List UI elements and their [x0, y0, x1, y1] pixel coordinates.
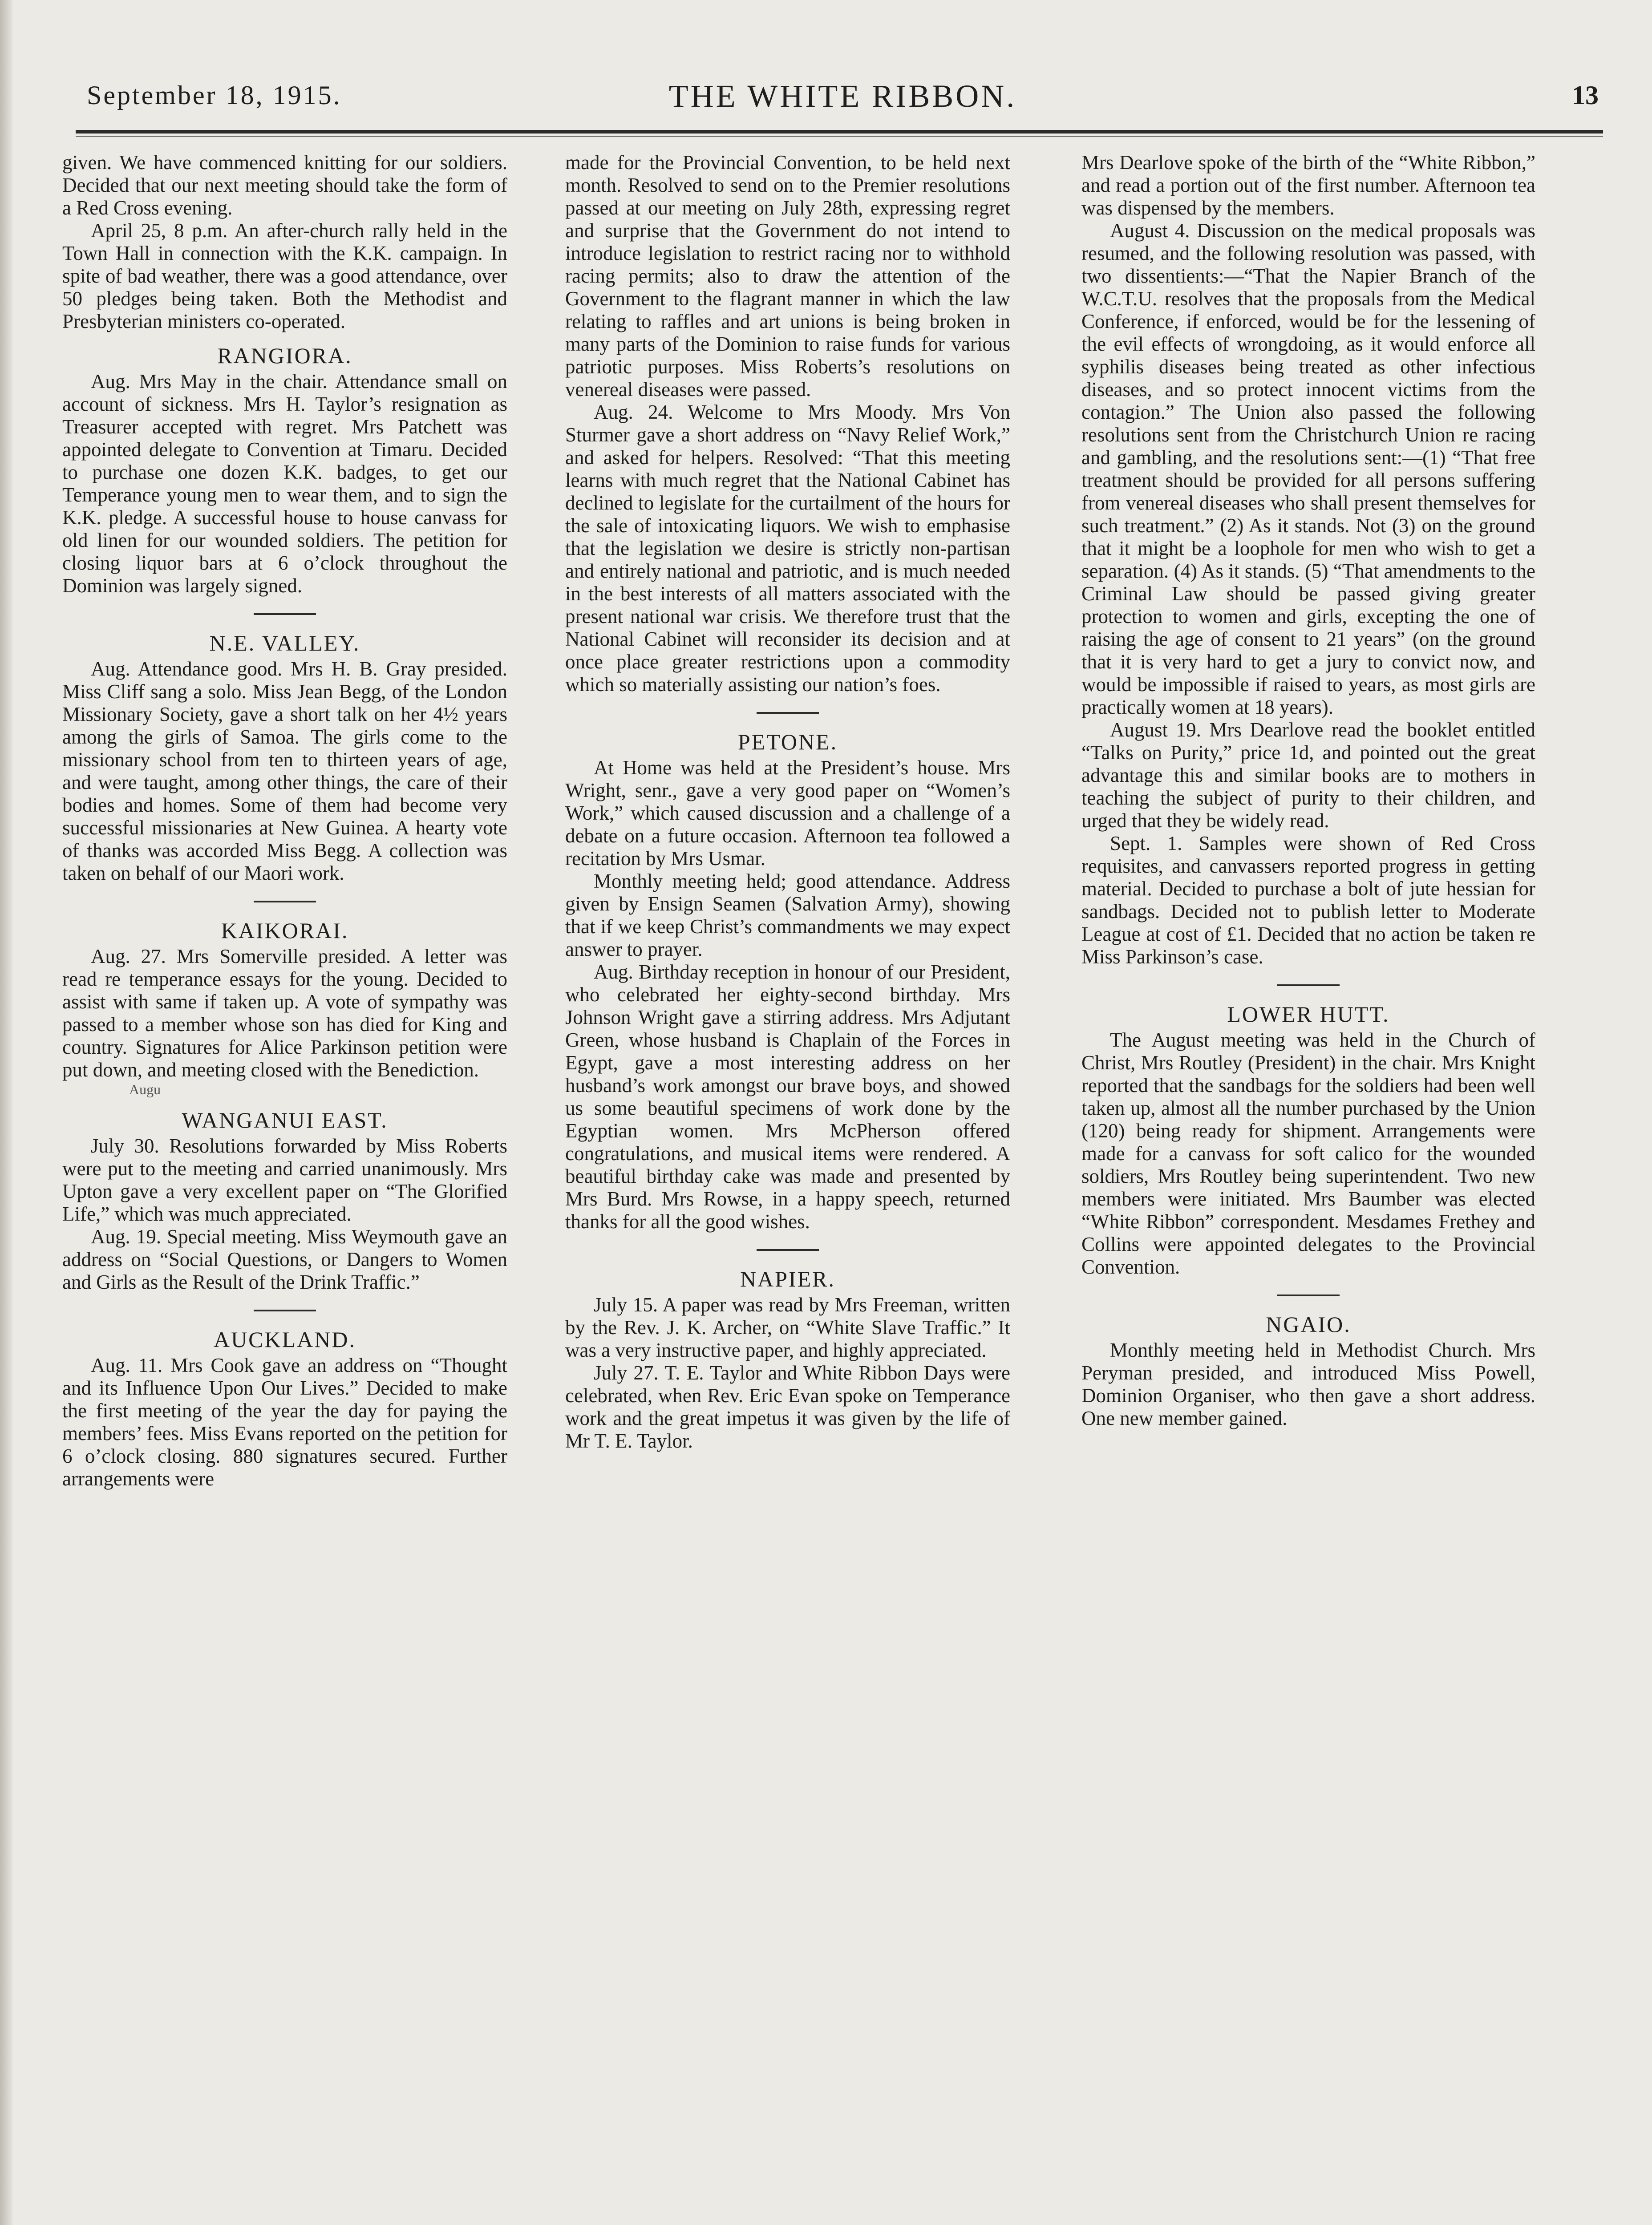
report-paragraph: Aug. 11. Mrs Cook gave an address on “Thought and its Influence Upon Our Lives.” Decided to make the first meeting of the year the day for paying the members’ fees. Miss Evans reported on the petition for 6 o’clock closing. 880 signatures secured. Further arrangements were [62, 1354, 507, 1490]
report-paragraph: Sept. 1. Samples were shown of Red Cross requisites, and canvassers reported progress in getting material. Decided to purchase a bolt of jute hessian for sandbags. Decided not to publish letter to Moderate League at cost of £1. Decided that no action be taken re Miss Parkinson’s case. [1081, 832, 1535, 968]
report-paragraph: April 25, 8 p.m. An after-church rally held in the Town Hall in connection with the K.K. campaign. In spite of bad weather, there was a good attendance, over 50 pledges being taken. Both the Methodist and Presbyterian ministers co-operated. [62, 219, 507, 332]
header-rule [76, 130, 1603, 134]
page-header [87, 76, 1599, 125]
report-paragraph: Monthly meeting held in Methodist Church. Mrs Peryman presided, and introduced Miss Powell, Dominion Organiser, who then gave a short address. One new member gained. [1081, 1339, 1535, 1429]
section-heading: PETONE. [737, 729, 838, 754]
report-paragraph: Mrs Dearlove spoke of the birth of the “White Ribbon,” and read a portion out of the first number. Afternoon tea was dispensed by the members. [1081, 151, 1535, 219]
page-number: 13 [1572, 81, 1599, 110]
report-paragraph: Aug. Birthday reception in honour of our President, who celebrated her eighty-second birthday. Mrs Johnson Wright gave a stirring address. Mrs Adjutant Green, whose husband is Chaplain of the Forces in Egypt, gave a most interesting address on her husband’s work amongst our brave boys, and showed us some beautiful specimens of work done by the Egyptian women. Mrs McPherson offered congratulations, and musical items were rendered. A beautiful birthday cake was made and presented by Mrs Burd. Mrs Rowse, in a happy speech, returned thanks for all the good wishes. [565, 961, 1010, 1233]
section-divider [254, 901, 316, 902]
report-paragraph: Aug. 27. Mrs Somerville presided. A letter was read re temperance essays for the young. Decided to assist with same if taken up. A vote of sympathy was passed to a member whose son has died for King and country. Signatures for Alice Parkinson petition were put down, and meeting closed with the Benediction. [62, 945, 507, 1081]
report-paragraph: Aug. Mrs May in the chair. Attendance small on account of sickness. Mrs H. Taylor’s resignation as Treasurer accepted with regret. Mrs Patchett was appointed delegate to Convention at Timaru. Decided to purchase one dozen K.K. badges, to get our Temperance young men to wear them, and to sign the K.K. pledge. A successful house to house canvass for old linen for our wounded soldiers. The petition for closing liquor bars at 6 o’clock throughout the Dominion was largely signed. [62, 370, 507, 597]
column-1 [62, 151, 507, 2225]
masthead-title: THE WHITE RIBBON. [668, 78, 1017, 114]
report-paragraph: Monthly meeting held; good attendance. Address given by Ensign Seamen (Salvation Army), showing that if we keep Christ’s commandments we may expect answer to prayer. [565, 870, 1010, 960]
section-heading: KAIKORAI. [221, 918, 349, 943]
section-divider [757, 712, 819, 714]
section-divider [1277, 984, 1340, 986]
section-heading: NGAIO. [1266, 1312, 1351, 1337]
stray-print-mark: Augu [129, 1081, 161, 1097]
section-heading: LOWER HUTT. [1227, 1002, 1390, 1027]
report-paragraph: Aug. 24. Welcome to Mrs Moody. Mrs Von Sturmer gave a short address on “Navy Relief Work,” and asked for helpers. Resolved: “That this meeting learns with much regret that the National Cabinet has declined to legislate for the curtailment of the hours for the sale of intoxicating liquors. We wish to emphasise that the legislation we desire is strictly non-partisan and entirely national and patriotic, and is much needed in the best interests of all matters associated with the present national war crisis. We therefore trust that the National Cabinet will reconsider its decision and at once place greater restrictions upon a commodity which so materially assisting our nation’s foes. [565, 401, 1010, 696]
section-heading: WANGANUI EAST. [182, 1108, 388, 1133]
report-paragraph: The August meeting was held in the Church of Christ, Mrs Routley (President) in the chair. Mrs Knight reported that the sandbags for the soldiers had been well taken up, almost all the number purchased by the Union (120) being ready for shipment. Arrangements were made for a canvass for soft calico for the wounded soldiers, Mrs Routley being superintendent. Two new members were initiated. Mrs Baumber was elected “White Ribbon” correspondent. Mesdames Frethey and Collins were appointed delegates to the Provincial Convention. [1081, 1029, 1535, 1278]
report-paragraph: At Home was held at the President’s house. Mrs Wright, senr., gave a very good paper on “Women’s Work,” which caused discussion and a challenge of a debate on a future occasion. Afternoon tea followed a recitation by Mrs Usmar. [565, 756, 1010, 870]
section-divider [757, 1249, 819, 1251]
section-divider [254, 613, 316, 615]
section-divider [254, 1310, 316, 1311]
report-paragraph: August 4. Discussion on the medical proposals was resumed, and the following resolution was passed, with two dissentients:—“That the Napier Branch of the W.C.T.U. resolves that the proposals from the Medical Conference, if enforced, would be for the lessening of the evil effects of wrongdoing, as it would enforce all syphilis diseases being treated as other infectious diseases, and so protect innocent victims from the contagion.” The Union also passed the following resolutions sent from the Christchurch Union re racing and gambling, and the resolutions sent:—(1) “That free treatment should be provided for all persons suffering from venereal diseases who shall present themselves for such treatment.” (2) As it stands. Not (3) on the ground that it might be a loophole for men who wish to get a separation. (4) As it stands. (5) “That amendments to the Criminal Law should be passed giving greater protection to women and girls, excepting the one of raising the age of consent to 21 years” (on the ground that it is very hard to get a jury to convict now, and would be impossible if raised to years, as most girls are practically women at 18 years). [1081, 219, 1535, 718]
section-heading: RANGIORA. [217, 343, 352, 368]
column-2 [565, 151, 1010, 2225]
report-paragraph: made for the Provincial Convention, to be held next month. Resolved to send on to the Premier resolutions passed at our meeting on July 28th, expressing regret and surprise that the Government do not intend to introduce legislation to restrict racing nor to withhold racing permits; also to draw the attention of the Government to the flagrant manner in which the law relating to raffles and art unions is being broken in many parts of the Dominion to raise funds for various patriotic purposes. Miss Roberts’s resolutions on venereal diseases were passed. [565, 151, 1010, 400]
report-paragraph: July 27. T. E. Taylor and White Ribbon Days were celebrated, when Rev. Eric Evan spoke on Temperance work and the great impetus it was given by the life of Mr T. E. Taylor. [565, 1362, 1010, 1452]
report-paragraph: July 30. Resolutions forwarded by Miss Roberts were put to the meeting and carried unanimously. Mrs Upton gave a very excellent paper on “The Glorified Life,” which was much appreciated. [62, 1135, 507, 1225]
issue-date: September 18, 1915. [87, 81, 342, 110]
section-heading: NAPIER. [740, 1266, 836, 1291]
section-heading: AUCKLAND. [213, 1327, 356, 1352]
column-3 [1081, 151, 1535, 2225]
report-paragraph: August 19. Mrs Dearlove read the booklet entitled “Talks on Purity,” price 1d, and pointed out the great advantage this and similar books are to mothers in teaching the subject of purity to their children, and urged that they be widely read. [1081, 719, 1535, 832]
report-paragraph: Aug. 19. Special meeting. Miss Weymouth gave an address on “Social Questions, or Dangers to Women and Girls as the Result of the Drink Traffic.” [62, 1226, 507, 1293]
report-paragraph: July 15. A paper was read by Mrs Freeman, written by the Rev. J. K. Archer, on “White Slave Traffic.” It was a very instructive paper, and highly appreciated. [565, 1294, 1010, 1361]
page-spine-shadow [0, 0, 12, 2225]
section-heading: N.E. VALLEY. [209, 631, 360, 655]
header-rule-thin [76, 136, 1603, 137]
section-divider [1277, 1295, 1340, 1296]
report-paragraph: given. We have commenced knitting for our soldiers. Decided that our next meeting should take the form of a Red Cross evening. [62, 151, 507, 219]
report-paragraph: Aug. Attendance good. Mrs H. B. Gray presided. Miss Cliff sang a solo. Miss Jean Begg, of the London Missionary Society, gave a short talk on her 4½ years among the girls of Samoa. The girls come to the missionary school from ten to thirteen years of age, and were taught, among other things, the care of their bodies and homes. Some of them had become very successful missionaries at New Guinea. A hearty vote of thanks was accorded Miss Begg. A collection was taken on behalf of our Maori work. [62, 658, 507, 884]
